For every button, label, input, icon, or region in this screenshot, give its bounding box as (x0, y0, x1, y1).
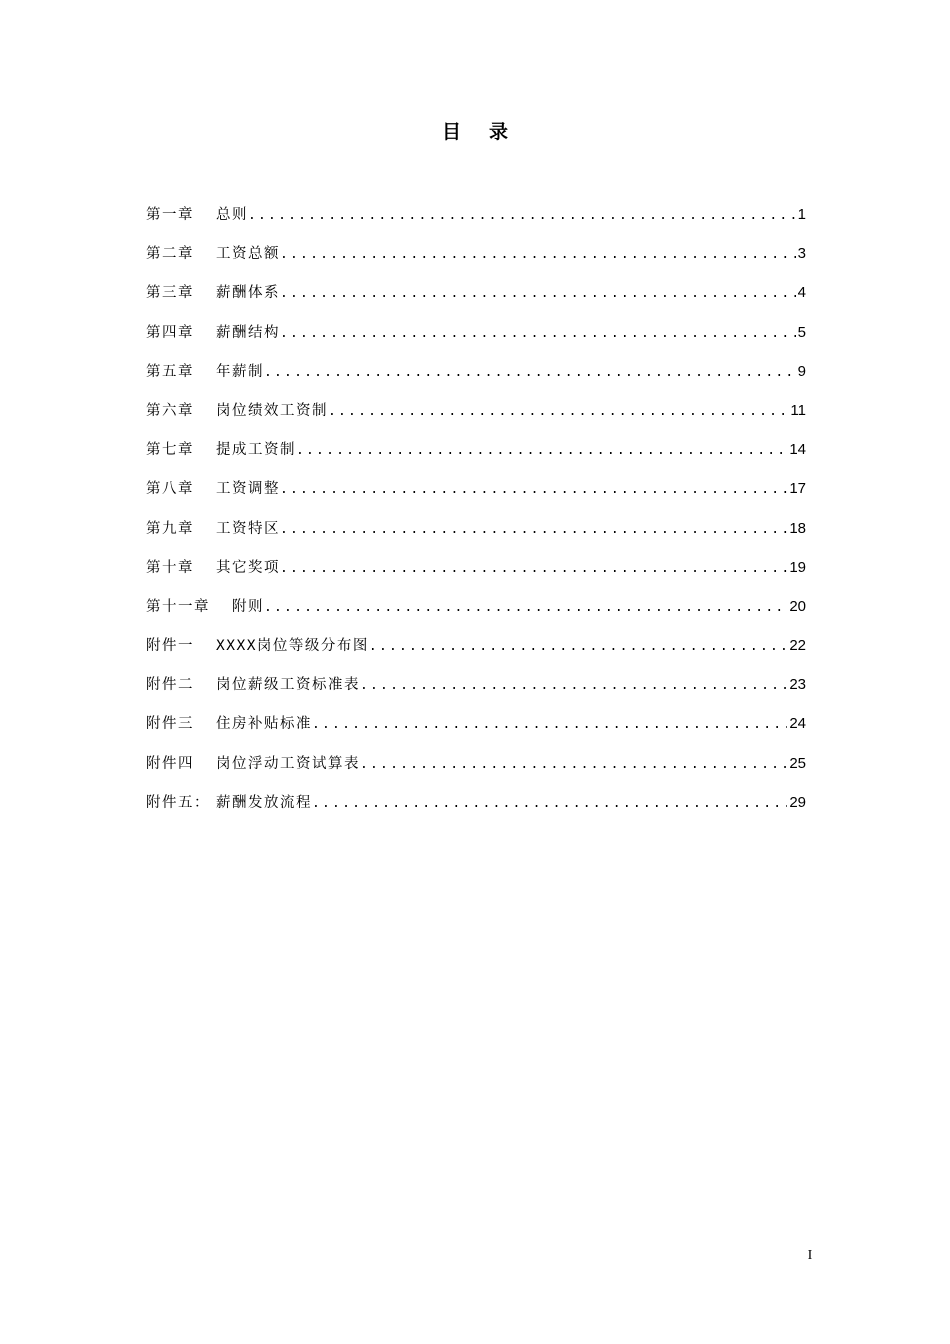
toc-entry-page: 22 (789, 637, 806, 655)
toc-entry-label: 附件一 (146, 638, 194, 655)
toc-entry-page: 19 (789, 558, 806, 576)
toc-leader-dots (312, 710, 787, 740)
toc-leader-dots (280, 240, 796, 270)
toc-entry-title: 工资总额 (216, 246, 280, 263)
toc-entry-page: 4 (797, 284, 806, 302)
toc-entry-title: 薪酬结构 (216, 324, 280, 341)
page-number: I (807, 1248, 813, 1263)
toc-entry[interactable] (146, 553, 806, 592)
toc-entry-page: 18 (789, 519, 806, 537)
toc-entry-title: 岗位浮动工资试算表 (216, 755, 360, 772)
toc-entry[interactable] (146, 357, 806, 396)
toc-entry[interactable] (146, 592, 806, 631)
toc-leader-dots (328, 397, 788, 427)
toc-entry[interactable] (146, 474, 806, 513)
toc-entry-label: 附件二 (146, 677, 194, 694)
toc-leader-dots (248, 201, 796, 231)
toc-entry-title: 薪酬体系 (216, 285, 280, 302)
toc-entry-page: 1 (797, 206, 806, 223)
toc-entry-label: 附件三 (146, 716, 194, 733)
toc-entry-page: 25 (789, 754, 806, 772)
toc-entry[interactable] (146, 709, 806, 748)
toc-entry-label: 第二章 (146, 246, 194, 263)
toc-leader-dots (280, 279, 796, 309)
toc-entry-page: 9 (797, 362, 806, 380)
toc-leader-dots (296, 436, 787, 466)
toc-leader-dots (264, 593, 787, 623)
toc-entry-title: 总则 (216, 207, 248, 223)
toc-entry[interactable] (146, 435, 806, 474)
toc-entry-page: 3 (797, 245, 806, 263)
toc-entry-title: 住房补贴标准 (216, 716, 312, 733)
toc-entry-label: 附件四 (146, 755, 194, 772)
toc-leader-dots (280, 554, 787, 584)
toc-entry-page: 23 (789, 676, 806, 694)
toc-leader-dots (280, 515, 787, 545)
toc-heading-char: 录 (489, 121, 509, 143)
toc-entry-page: 29 (789, 793, 806, 811)
toc-entry[interactable] (146, 670, 806, 709)
toc-entry-page: 17 (789, 480, 806, 498)
toc-entry[interactable] (146, 631, 806, 670)
toc-entry[interactable] (146, 514, 806, 553)
toc-entry-label: 附件五： (146, 794, 210, 811)
toc-entry-title: 薪酬发放流程 (216, 794, 312, 811)
toc-entry-title: 附则 (232, 598, 264, 615)
toc-entry-label: 第八章 (146, 481, 194, 498)
toc-leader-dots (280, 475, 787, 505)
toc-entry[interactable] (146, 239, 806, 278)
toc-entry-title: 其它奖项 (216, 559, 280, 576)
toc-entry-label: 第九章 (146, 520, 194, 537)
table-of-contents (146, 200, 806, 827)
toc-entry-page: 24 (789, 715, 806, 733)
toc-heading-char: 目 (441, 121, 461, 143)
toc-entry[interactable] (146, 396, 806, 435)
toc-entry-page: 20 (789, 597, 806, 615)
toc-leader-dots (369, 632, 787, 662)
toc-entry-title: 岗位绩效工资制 (216, 402, 328, 419)
toc-entry-page: 14 (789, 441, 806, 459)
toc-entry-label: 第五章 (146, 363, 194, 380)
toc-entry-label: 第七章 (146, 442, 194, 459)
toc-entry[interactable] (146, 749, 806, 788)
toc-entry-title: 岗位薪级工资标准表 (216, 677, 360, 694)
toc-entry-page: 5 (797, 323, 806, 341)
toc-leader-dots (280, 319, 796, 349)
toc-entry-label: 第三章 (146, 285, 194, 302)
toc-entry[interactable] (146, 278, 806, 317)
toc-entry[interactable] (146, 318, 806, 357)
toc-leader-dots (360, 671, 787, 701)
toc-heading (0, 118, 950, 146)
toc-leader-dots (264, 358, 796, 388)
toc-entry-title: 工资调整 (216, 481, 280, 498)
toc-entry-title: 工资特区 (216, 520, 280, 537)
toc-entry-label: 第十一章 (146, 598, 210, 615)
toc-entry-title: 提成工资制 (216, 442, 296, 459)
toc-entry[interactable] (146, 200, 806, 239)
toc-entry-label: 第十章 (146, 559, 194, 576)
toc-entry-title: XXXX岗位等级分布图 (216, 638, 369, 655)
toc-entry-title: 年薪制 (216, 363, 264, 380)
toc-entry-label: 第一章 (146, 207, 194, 223)
toc-entry-label: 第四章 (146, 324, 194, 341)
toc-entry-label: 第六章 (146, 402, 194, 419)
toc-leader-dots (360, 750, 787, 780)
toc-entry[interactable] (146, 788, 806, 827)
toc-entry-page: 11 (790, 401, 806, 419)
toc-leader-dots (312, 789, 787, 819)
